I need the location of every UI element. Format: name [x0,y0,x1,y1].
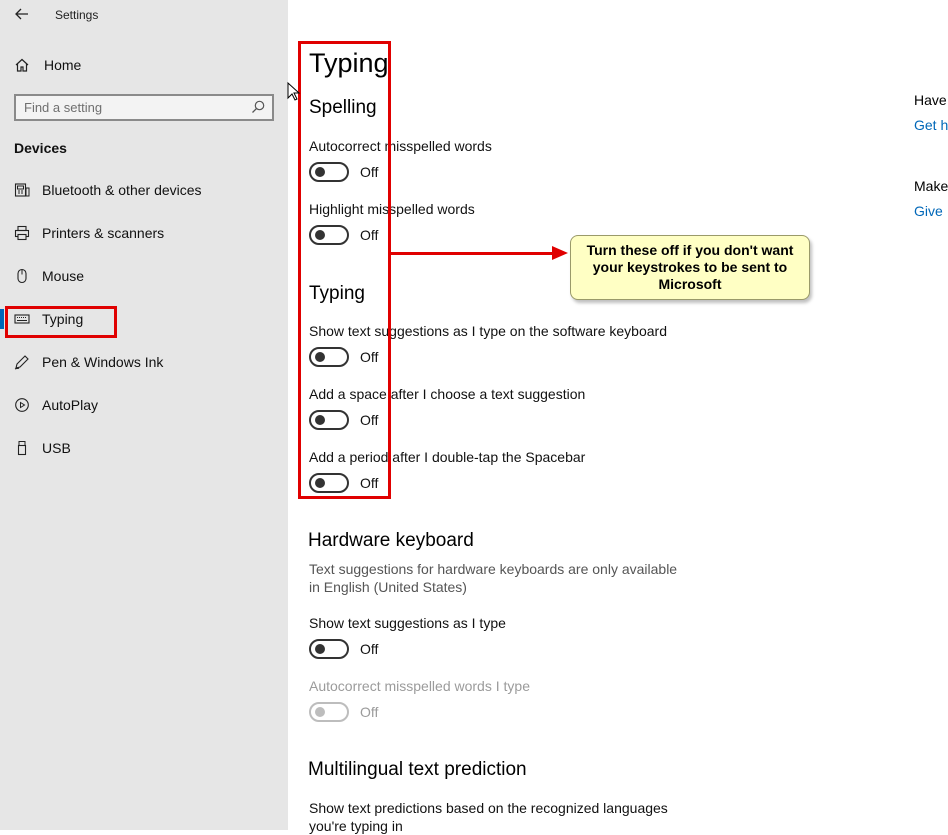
hardware-suggestions-toggle[interactable] [309,639,349,659]
text-suggestions-label: Show text suggestions as I type on the software keyboard [309,323,667,339]
search-icon[interactable] [250,99,266,115]
space-after-label: Add a space after I choose a text suggestion [309,386,586,402]
related-question-text: Have [914,92,947,108]
page-title: Typing [309,48,389,78]
search-box[interactable] [14,94,274,121]
annotation-box-toggles [298,41,391,499]
hardware-suggestions-toggle-row[interactable] [309,639,378,659]
sidebar-item-autoplay[interactable] [0,385,288,425]
toggle-state: Off [360,164,379,180]
period-label: Add a period after I double-tap the Spacebar [309,449,586,465]
toggle-state: Off [360,475,379,491]
sidebar-item-usb[interactable] [0,428,288,468]
bluetooth-devices-icon [14,182,30,198]
home-nav-item[interactable] [14,54,81,76]
toggle-state: Off [360,412,379,428]
annotation-arrow-line [391,252,559,255]
sidebar-item-label: Bluetooth & other devices [42,182,202,198]
hardware-autocorrect-toggle [309,702,349,722]
home-label: Home [44,57,82,73]
sidebar [0,0,288,830]
sidebar-item-label: AutoPlay [42,397,99,413]
hardware-description: Text suggestions for hardware keyboards are only available in English (United States) [309,561,678,595]
sidebar-item-printers[interactable] [0,213,288,253]
sidebar-item-label: Typing [42,311,84,327]
window-title: Settings [55,8,99,22]
feedback-text: Make [914,178,948,194]
pen-icon [14,354,30,370]
section-heading-typing: Typing [309,283,365,304]
title-bar [0,0,288,30]
toggle-state: Off [360,704,379,720]
give-feedback-link[interactable]: Give [914,203,943,219]
home-icon [14,57,30,73]
autoplay-icon [14,397,30,413]
toggle-state: Off [360,641,379,657]
back-button[interactable] [12,4,32,24]
sidebar-item-mouse[interactable] [0,256,288,296]
printer-icon [14,225,30,241]
get-help-link[interactable]: Get h [914,117,948,133]
sidebar-item-label: Pen & Windows Ink [42,354,164,370]
mouse-icon [14,268,30,284]
annotation-highlight-typing [5,306,117,338]
section-heading-hardware: Hardware keyboard [308,530,474,551]
toggle-knob [315,644,325,654]
hardware-autocorrect-label: Autocorrect misspelled words I type [309,678,530,694]
annotation-callout: Turn these off if you don't want your keystrokes to be sent to Microsoft [570,235,810,300]
section-label-devices: Devices [14,140,67,156]
highlight-label: Highlight misspelled words [309,201,475,217]
toggle-knob [315,707,325,717]
hardware-suggestions-label: Show text suggestions as I type [309,615,506,631]
multilingual-description: Show text predictions based on the recognized languages you're typing in [309,800,668,834]
toggle-state: Off [360,349,379,365]
active-indicator [0,309,4,329]
section-heading-multilingual: Multilingual text prediction [308,759,527,780]
section-heading-spelling: Spelling [309,97,377,118]
sidebar-item-label: USB [42,440,71,456]
back-arrow-icon [15,7,29,21]
sidebar-item-pen[interactable] [0,342,288,382]
toggle-state: Off [360,227,379,243]
sidebar-item-label: Printers & scanners [42,225,165,241]
mouse-cursor-icon [287,82,301,102]
usb-icon [14,440,30,456]
search-input[interactable] [16,96,246,119]
autocorrect-label: Autocorrect misspelled words [309,138,492,154]
sidebar-item-bluetooth[interactable] [0,170,288,210]
hardware-autocorrect-toggle-row [309,702,378,722]
annotation-arrow-head [552,246,568,260]
sidebar-item-label: Mouse [42,268,85,284]
